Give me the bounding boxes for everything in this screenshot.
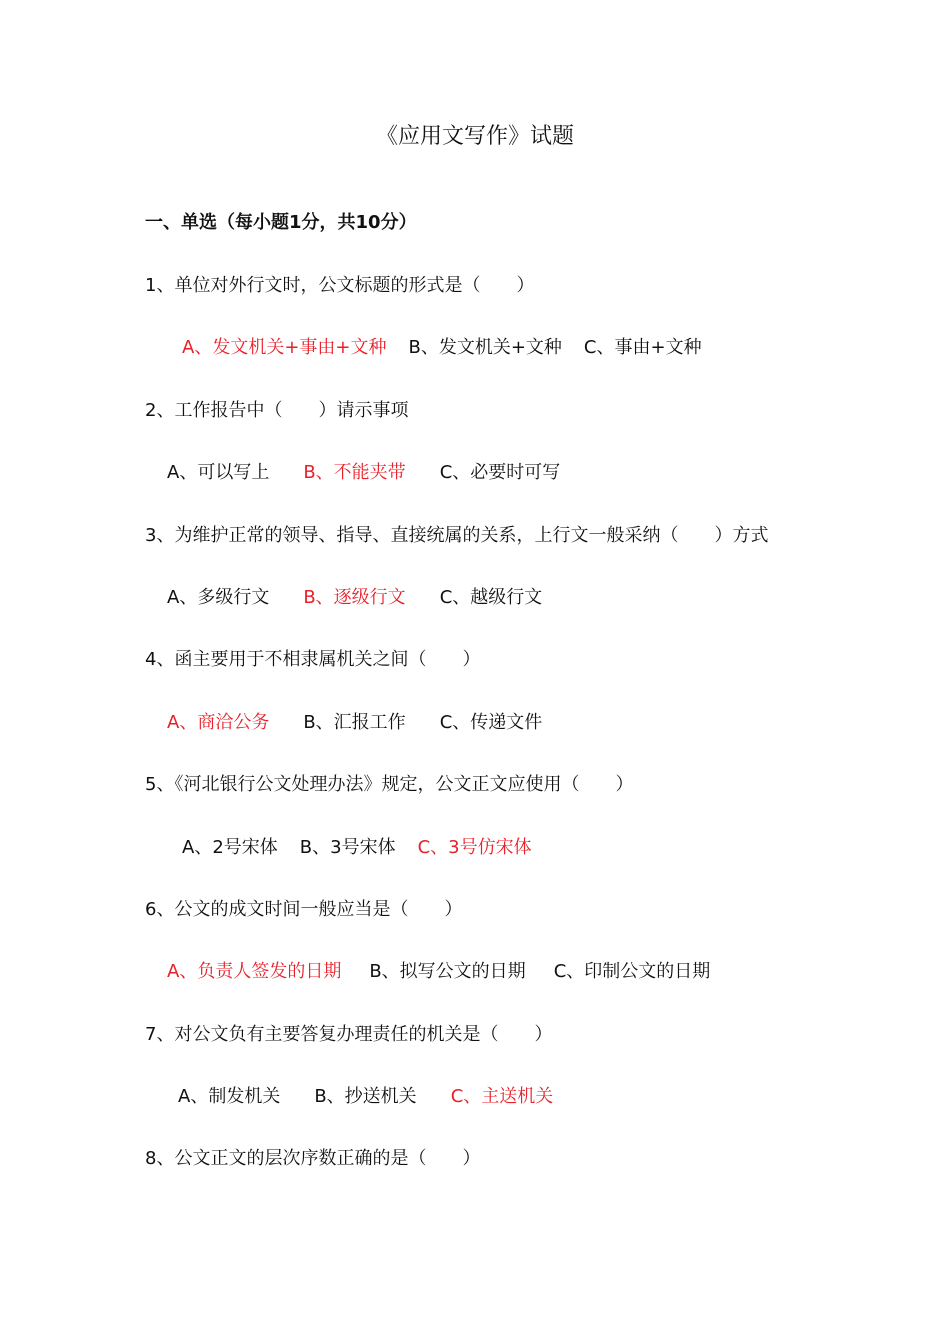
option-c: C、越级行文: [439, 587, 543, 608]
option-a: A、发文机关+事由+文种: [182, 337, 387, 358]
option-c: C、传递文件: [439, 712, 543, 733]
question-2-stem: 2、工作报告中（ ）请示事项: [145, 400, 409, 421]
question-8-stem: 8、公文正文的层次序数正确的是（ ）: [145, 1148, 481, 1169]
page-title: 《应用文写作》试题: [375, 124, 574, 149]
option-a: A、负责人签发的日期: [167, 961, 342, 982]
option-a: A、可以写上: [167, 462, 270, 483]
option-a: A、制发机关: [178, 1086, 281, 1107]
option-c: C、印制公文的日期: [553, 961, 711, 982]
question-6-stem: 6、公文的成文时间一般应当是（ ）: [145, 899, 463, 920]
question-4-options: [167, 708, 564, 738]
option-b: B、逐级行文: [303, 587, 406, 608]
question-7-stem: 7、对公文负有主要答复办理责任的机关是（ ）: [145, 1024, 553, 1045]
option-b: B、汇报工作: [303, 712, 406, 733]
question-4-stem: 4、函主要用于不相隶属机关之间（ ）: [145, 649, 481, 670]
question-1-options: [182, 333, 724, 363]
option-b: B、不能夹带: [303, 462, 406, 483]
question-1-stem: 1、单位对外行文时，公文标题的形式是（ ）: [145, 275, 535, 296]
option-b: B、发文机关+文种: [408, 337, 562, 358]
option-b: B、拟写公文的日期: [369, 961, 526, 982]
question-2-options: [167, 458, 582, 488]
question-5-options: [182, 833, 554, 863]
option-c: C、事由+文种: [583, 337, 702, 358]
option-a: A、多级行文: [167, 587, 270, 608]
question-7-options: [178, 1082, 575, 1112]
question-3-options: [167, 583, 564, 613]
option-b: B、3号宋体: [299, 837, 396, 858]
option-c: C、3号仿宋体: [417, 837, 532, 858]
section-heading: 一、单选（每小题1分，共10分）: [145, 212, 417, 233]
option-c: C、主送机关: [450, 1086, 554, 1107]
option-a: A、2号宋体: [182, 837, 278, 858]
option-a: A、商洽公务: [167, 712, 270, 733]
option-c: C、必要时可写: [439, 462, 561, 483]
question-3-stem: 3、为维护正常的领导、指导、直接统属的关系，上行文一般采纳（ ）方式: [145, 525, 769, 546]
question-6-options: [167, 957, 732, 987]
option-b: B、抄送机关: [314, 1086, 417, 1107]
question-5-stem: 5、《河北银行公文处理办法》规定，公文正文应使用（ ）: [145, 774, 634, 795]
